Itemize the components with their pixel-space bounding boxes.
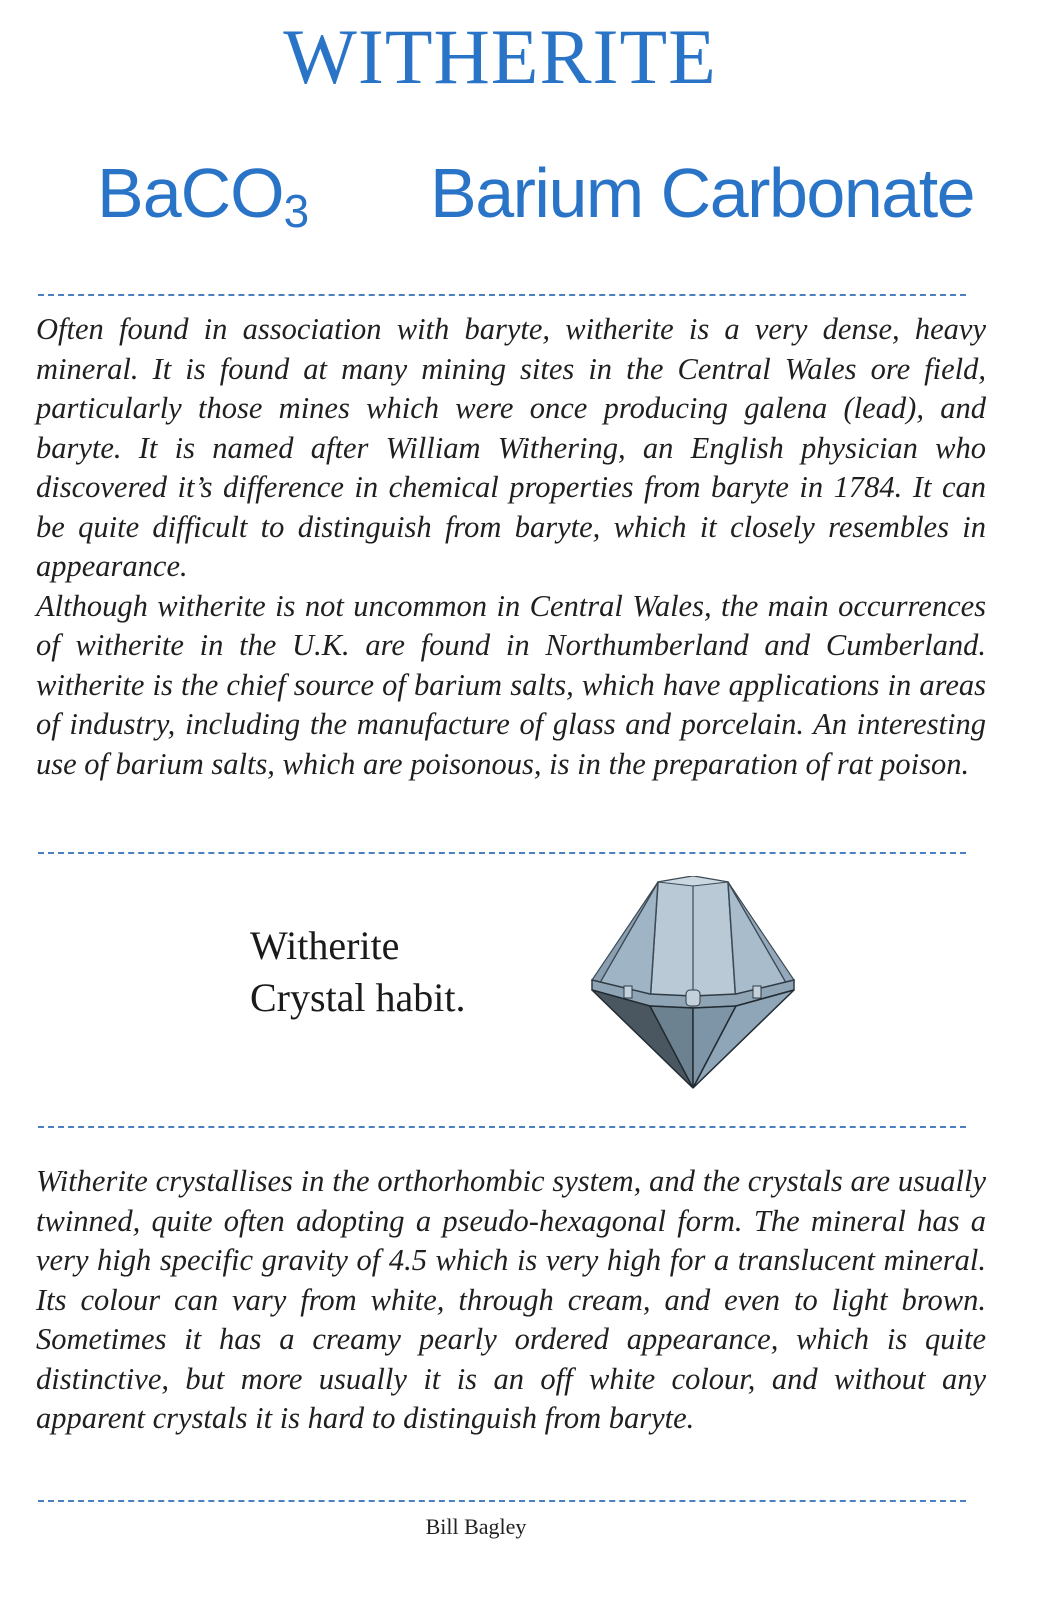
divider-top — [38, 294, 966, 296]
intro-line: and Cumberland. witherite is the chief source of barium salts, which — [36, 628, 987, 702]
crystal-label-line1: Witherite — [250, 923, 400, 968]
details-line: high for a translucent mineral. Its colour can vary from white, — [36, 1243, 987, 1317]
intro-line: glass and porcelain. An interesting use of barium salts, which are — [36, 707, 987, 781]
details-line: are usually twinned, quite often adopting a pseudo-hexagonal form. — [36, 1164, 986, 1238]
formula-subscript: 3 — [283, 185, 310, 237]
divider-lower — [38, 1126, 966, 1128]
intro-paragraph — [36, 310, 986, 784]
mineral-name: Barium Carbonate — [430, 154, 975, 232]
formula-main: BaCO — [97, 154, 284, 232]
divider-middle — [38, 852, 966, 854]
details-line: Witherite crystallises in the orthorhombic system, and the crystals — [36, 1164, 843, 1198]
formula-row — [0, 154, 1046, 248]
intro-line: Although witherite is not uncommon in Central Wales, the main — [36, 588, 829, 623]
intro-line: have applications in areas of industry, including the manufacture of — [36, 667, 986, 741]
intro-line: from baryte, which it closely resembles in appearance. — [36, 509, 987, 583]
intro-line: properties from baryte in 1784. It can be quite difficult to distinguish — [36, 470, 986, 544]
intro-line: heavy mineral. It is found at many mining sites in the Central Wales — [36, 312, 986, 386]
details-line: The mineral has a very high specific gravity of 4.5 which is very — [36, 1203, 987, 1277]
author-credit: Bill Bagley — [425, 1514, 527, 1539]
page-title: WITHERITE — [283, 13, 717, 100]
details-line: is hard to distinguish from baryte. — [279, 1401, 695, 1435]
intro-line: galena (lead), and baryte. It is named after William Withering, an — [36, 391, 986, 465]
details-line: pearly ordered appearance, which is quite distinctive, but more — [36, 1322, 987, 1396]
crystal-label-line2: Crystal habit. — [250, 975, 466, 1020]
crystal-habit-illustration — [588, 876, 798, 1092]
details-paragraph — [36, 1162, 986, 1439]
intro-line: ore field, particularly those mines which were once producing — [36, 351, 987, 425]
chemical-formula — [97, 154, 310, 237]
intro-line: English physician who discovered it’s difference in chemical — [36, 430, 987, 504]
intro-line: Often found in association with baryte, witherite is a very dense, — [36, 312, 900, 346]
crystal-habit-label — [250, 920, 466, 1024]
details-line: usually it is an off white colour, and without any apparent crystals it — [36, 1361, 986, 1435]
details-line: through cream, and even to light brown. Sometimes it has a creamy — [36, 1282, 987, 1356]
divider-bottom — [38, 1500, 966, 1502]
intro-line: occurrences of witherite in the U.K. are found in Northumberland — [36, 588, 987, 662]
intro-line: poisonous, is in the preparation of rat poison. — [410, 746, 970, 781]
